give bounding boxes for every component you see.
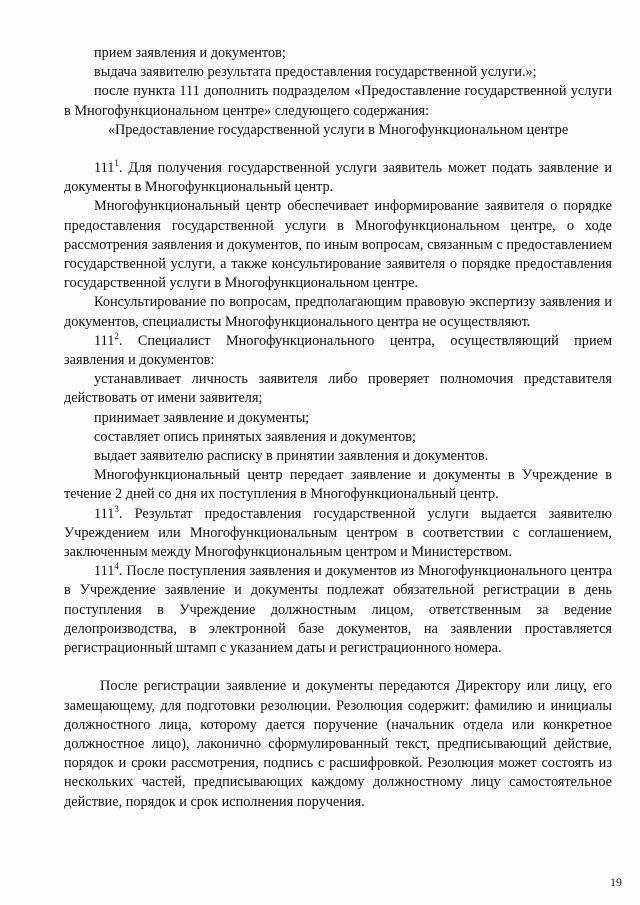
clause-text: . Для получения государственной услуги заявитель может подать заявление и документы в Многофункциональный центр.: [64, 160, 612, 196]
clause-111-3: [64, 505, 612, 563]
paragraph-list-item: выдача заявителю результата предоставления государственной услуги.»;: [94, 64, 537, 81]
clause-number: 111: [94, 332, 115, 349]
clause-number: 111: [94, 505, 115, 522]
subsection-heading: «Предоставление государственной услуги в Многофункциональном центре: [107, 121, 569, 138]
clause-111-4: [64, 562, 612, 658]
paragraph-list-item: прием заявления и документов;: [94, 45, 286, 61]
paragraph-list-item: составляет опись принятых заявления и документов;: [94, 428, 416, 445]
paragraph-list-item: выдает заявителю расписку в принятии заявления и документов.: [94, 448, 489, 465]
page-number: 19: [610, 875, 622, 889]
clause-text: . Результат предоставления государственной услуги выдается заявителю Учреждением или Многофункциональным центром в соответствии с соглашением, заключенным между Многофункциональным центром и Министерством.: [64, 505, 612, 561]
paragraph: После регистрации заявление и документы передаются Директору или лицу, его замещающему, для подготовки резолюции. Резолюция содержит: фамилию и инициалы должностного лица, которому дается поручение (начальник отдела или конкретное должностное лицо), лаконично сформулированный текст, предписывающий действие, порядок и сроки рассмотрения, подпись с расшифровкой. Резолюция может состоять из нескольких частей, предписывающих каждому должностному лицу самостоятельное действие, порядок и срок исполнения поручения.: [64, 678, 612, 810]
clause-111-1: [64, 159, 612, 197]
clause-111-2: [64, 332, 612, 370]
clause-text: . Специалист Многофункционального центра, осуществляющий прием заявления и документов:: [64, 332, 612, 369]
paragraph: Многофункциональный центр обеспечивает информирование заявителя о порядке предоставления государственной услуги в Многофункциональном центре, о ходе рассмотрения заявления и документов, по иным вопросам, связанным с предоставлением государственной услуги, а также консультирование заявителя о порядке предоставления государственной услуги в Многофункциональном центре.: [64, 198, 612, 292]
paragraph: Многофункциональный центр передает заявление и документы в Учреждение в течение 2 дней со дня их поступления в Многофункциональный центр.: [64, 467, 612, 503]
paragraph-list-item: принимает заявление и документы;: [94, 409, 310, 426]
clause-superscript: 1: [114, 158, 119, 169]
paragraph: Консультирование по вопросам, предполагающим правовую экспертизу заявления и документов, специалисты Многофункционального центра не осуществляют.: [64, 294, 612, 330]
clause-number: 111: [94, 563, 115, 580]
clause-number: 111: [94, 160, 115, 177]
paragraph-amendment-intro: после пункта 111 дополнить подразделом «Предоставление государственной услуги в Многофункциональном центре» следующего содержания:: [64, 83, 612, 119]
paragraph-list-item: устанавливает личность заявителя либо проверяет полномочия представителя действовать от имени заявителя;: [64, 371, 612, 407]
clause-superscript: 4: [114, 561, 119, 572]
clause-superscript: 2: [114, 331, 119, 342]
clause-superscript: 3: [114, 503, 119, 514]
clause-text: . После поступления заявления и документов из Многофункционального центра в Учреждение заявление и документы подлежат обязательной регистрации в день поступления в Учреждение должностным лицом, ответственным за ведение делопроизводства, в электронной базе документов, на заявлении проставляется регистрационный штамп с указанием даты и регистрационного номера.: [64, 563, 612, 657]
